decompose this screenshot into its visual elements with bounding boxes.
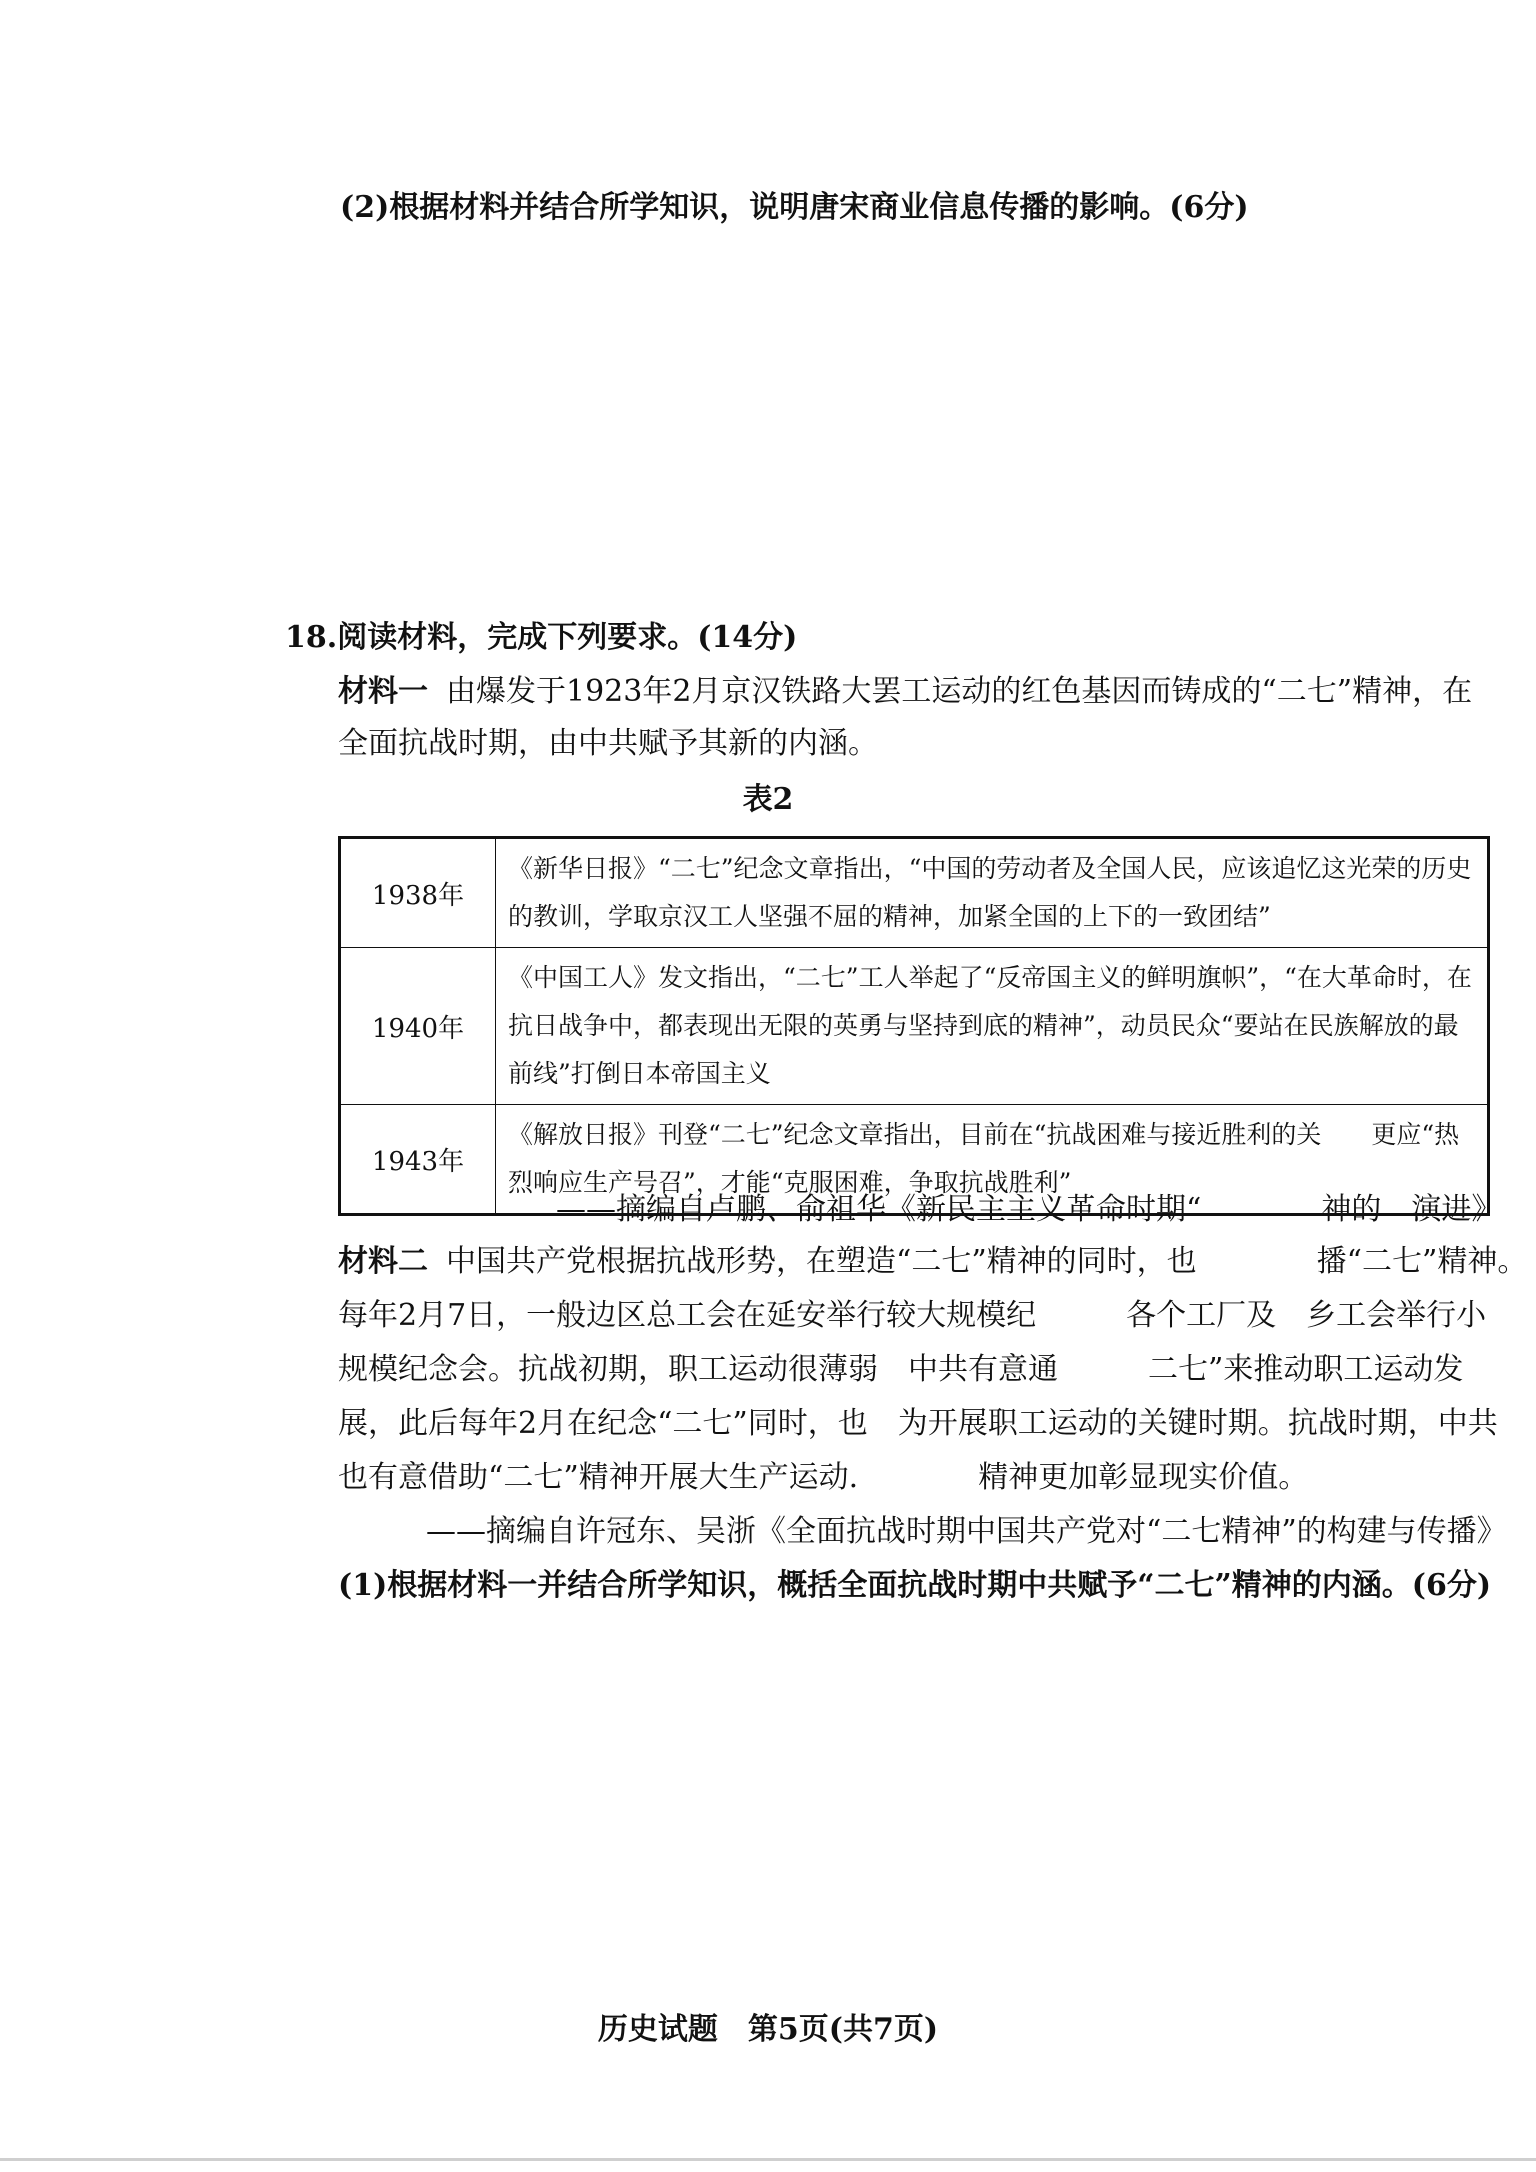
- page-footer: 历史试题 第5页(共7页): [597, 2012, 939, 2047]
- table-row: [340, 948, 1489, 1105]
- table-2: [338, 836, 1490, 1216]
- scan-edge-divider: [0, 2158, 1536, 2161]
- source-2: ——摘编自许冠东、吴浙《全面抗战时期中国共产党对“二七精神”的构建与传播》: [426, 1514, 1507, 1549]
- material2-label: 材料二: [338, 1244, 428, 1279]
- material2-line1: [338, 1242, 1527, 1282]
- table-year: 1940年: [340, 948, 496, 1105]
- material2-line5: 也有意借助“二七”精神开展大生产运动. 精神更加彰显现实价值。: [338, 1460, 1309, 1495]
- table-year: 1938年: [340, 838, 496, 948]
- q18-heading: 18.阅读材料，完成下列要求。(14分): [285, 620, 798, 655]
- material2-line4: 展，此后每年2月在纪念“二七”同时，也 为开展职工运动的关键时期。抗战时期，中共: [338, 1406, 1498, 1441]
- material1-text1: 由爆发于1923年2月京汉铁路大罢工运动的红色基因而铸成的“二七”精神，在: [446, 674, 1473, 709]
- table-text: 《解放日报》刊登“二七”纪念文章指出，目前在“抗战困难与接近胜利的关 更应“热烈响应生产号召”，才能“克服困难，争取抗战胜利”: [496, 1105, 1489, 1215]
- material2-line2: 每年2月7日，一般边区总工会在延安举行较大规模纪 各个工厂及 乡工会举行小: [338, 1298, 1487, 1333]
- table-row: [340, 838, 1489, 948]
- q17-part2: (2)根据材料并结合所学知识，说明唐宋商业信息传播的影响。(6分): [340, 190, 1249, 225]
- table-text: 《中国工人》发文指出，“二七”工人举起了“反帝国主义的鲜明旗帜”，“在大革命时，在抗日战争中，都表现出无限的英勇与坚持到底的精神”，动员民众“要站在民族解放的最前线”打倒日本帝国主义: [496, 948, 1489, 1105]
- material2-line3: 规模纪念会。抗战初期，职工运动很薄弱 中共有意通 二七”来推动职工运动发: [338, 1352, 1464, 1387]
- material1-line1: [338, 672, 1472, 712]
- material1-label: 材料一: [338, 674, 428, 709]
- material1-line2: 全面抗战时期，由中共赋予其新的内涵。: [338, 726, 878, 761]
- source-1: ——摘编自卢鹏、俞祖华《新民主主义革命时期“ 神的 演进》: [556, 1192, 1502, 1227]
- table-text: 《新华日报》“二七”纪念文章指出，“中国的劳动者及全国人民，应该追忆这光荣的历史的教训，学取京汉工人坚强不屈的精神，加紧全国的上下的一致团结”: [496, 838, 1489, 948]
- table-title: 表2: [742, 782, 794, 817]
- table-year: 1943年: [340, 1105, 496, 1215]
- q18-part1: (1)根据材料一并结合所学知识，概括全面抗战时期中共赋予“二七”精神的内涵。(6分): [338, 1568, 1492, 1603]
- material2-text1: 中国共产党根据抗战形势，在塑造“二七”精神的同时，也 播“二七”精神。: [446, 1244, 1528, 1279]
